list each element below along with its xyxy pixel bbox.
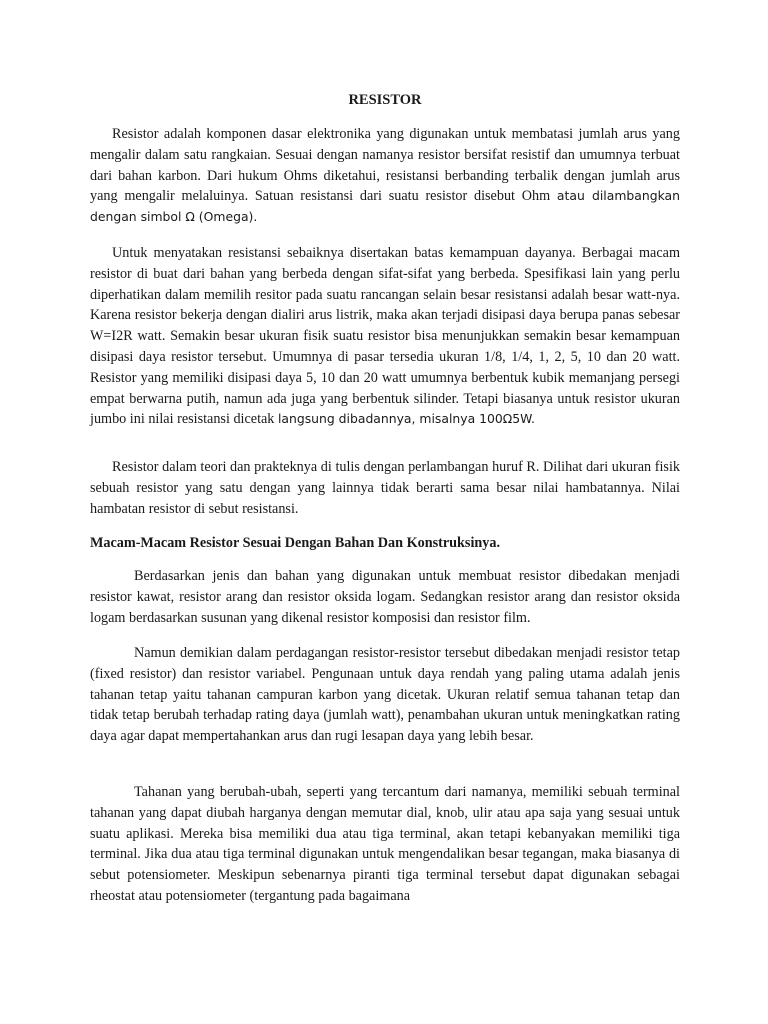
paragraph-2 (90, 243, 680, 430)
paragraph-1-tail: atau dilambangkan dengan simbol Ω (Omega). (90, 188, 680, 225)
paragraph-5: Namun demikian dalam perdagangan resistor-resistor tersebut dibedakan menjadi resistor tetap (fixed resistor) dan resistor variabel. Pengunaan untuk daya rendah yang paling utama adalah jenis tahanan tetap yaitu tahanan campuran karbon yang dicetak. Ukuran relatif semua tahanan tetap dan tidak tetap berubah terhadap rating daya (jumlah watt), penambahan ukuran untuk meningkatkan rating daya agar dapat mempertahankan arus dan rugi lesapan daya yang lebih besar. (90, 645, 680, 745)
paragraph-3: Resistor dalam teori dan prakteknya di tulis dengan perlambangan huruf R. Dilihat dari ukuran fisik sebuah resistor yang satu dengan yang lainnya tidak berarti sama besar nilai hambatannya. Nilai hambatan resistor di sebut resistansi. (90, 459, 680, 517)
section-heading: Macam-Macam Resistor Sesuai Dengan Bahan Dan Konstruksinya. (90, 535, 501, 551)
paragraph-2-tail: langsung dibadannya, misalnya 100Ω5W. (277, 411, 535, 427)
paragraph-4: Berdasarkan jenis dan bahan yang digunakan untuk membuat resistor dibedakan menjadi resistor kawat, resistor arang dan resistor oksida logam. Sedangkan resistor arang dan resistor oksida logam berdasarkan susunan yang dikenal resistor komposisi dan resistor film. (90, 568, 680, 626)
paragraph-2-text: Untuk menyatakan resistansi sebaiknya disertakan batas kemampuan dayanya. Berbagai macam resistor di buat dari bahan yang berbeda dengan sifat-sifat yang berbeda. Spesifikasi lain yang perlu diperhatikan dalam memilih resitor pada suatu rancangan selain besar resistansi adalah besar watt-nya. Karena resistor bekerja dengan dialiri arus listrik, maka akan terjadi disipasi daya berupa panas sebesar W=I2R watt. Semakin besar ukuran fisik suatu resistor bisa menunjukkan semakin besar kemampuan disipasi daya resistor tersebut. Umumnya di pasar tersedia ukuran 1/8, 1/4, 1, 2, 5, 10 dan 20 watt. Resistor yang memiliki disipasi daya 5, 10 dan 20 watt umumnya berbentuk kubik memanjang persegi empat berwarna putih, namun ada juga yang berbentuk silinder. Tetapi biasanya untuk resistor ukuran jumbo ini nilai resistansi dicetak (90, 245, 680, 428)
paragraph-1 (90, 124, 680, 228)
page-title: RESISTOR (348, 92, 422, 108)
paragraph-1-text: Resistor adalah komponen dasar elektronika yang digunakan untuk membatasi jumlah arus yang mengalir dalam satu rangkaian. Sesuai dengan namanya resistor bersifat resistif dan umumnya terbuat dari bahan karbon. Dari hukum Ohms diketahui, resistansi berbanding terbalik dengan jumlah arus yang mengalir melaluinya. Satuan resistansi dari suatu resistor disebut Ohm (90, 126, 680, 205)
paragraph-6: Tahanan yang berubah-ubah, seperti yang tercantum dari namanya, memiliki sebuah terminal tahanan yang dapat diubah harganya dengan memutar dial, knob, ulir atau apa saja yang sesuai untuk suatu aplikasi. Mereka bisa memiliki dua atau tiga terminal, akan tetapi kebanyakan memiliki tiga terminal. Jika dua atau tiga terminal digunakan untuk mengendalikan besar tegangan, maka biasanya di sebut potensiometer. Meskipun sebenarnya piranti tiga terminal tersebut dapat digunakan sebagai rheostat atau potensiometer (tergantung pada bagaimana (90, 784, 680, 904)
